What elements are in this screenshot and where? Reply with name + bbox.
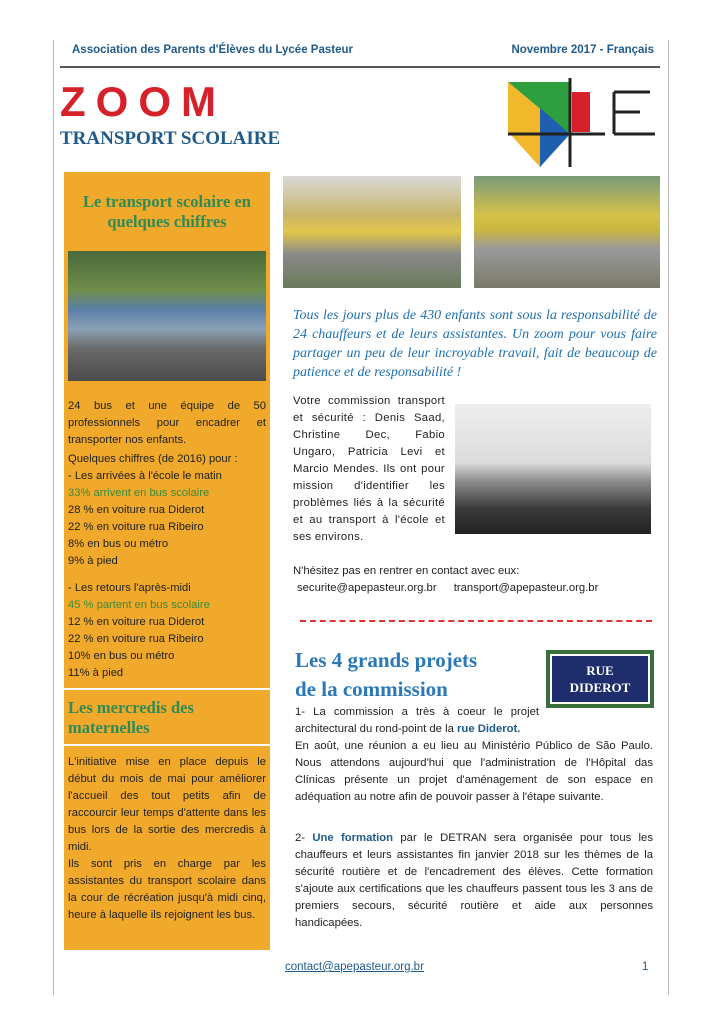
section-divider (300, 620, 652, 622)
sidebar (64, 172, 270, 950)
projets-title-line-1: Les 4 grands projets (295, 648, 478, 672)
commission-text: Votre commission transport et sécurité : Denis Saad, Christine Dec, Fabio Ungaro, Patricia Levi et Marcio Mendes. Ils ont pour mission d'identifier les problèmes liés à la sécurité et au transport à l'école et ses environs. (293, 395, 445, 543)
list-item: 11% à pied (68, 667, 124, 679)
figures-label: Quelques chiffres (de 2016) pour : (68, 453, 238, 465)
projet-2-text: par le DETRAN sera organisée pour tous les chauffeurs et leurs assistantes fin janvier 2018 sur les thèmes de la sécurité routière et de l'encadrement des élèves. Cette formation s'ajoute aux certifications que les chauffeurs passent tous les 3 ans de premiers secours, sécurité routière et aide aux personnes handicapées. (295, 832, 653, 929)
projets-title (295, 646, 477, 704)
sidebar-intro: 24 bus et une équipe de 50 professionnels pour encadrer et transporter nos enfants. (68, 400, 266, 446)
projet-1-a (295, 704, 539, 738)
list-item: 33% arrivent en bus scolaire (68, 487, 210, 499)
intro-text: Tous les jours plus de 430 enfants sont sous la responsabilité de 24 chauffeurs et de leurs assistantes. Un zoom pour vous faire partager un peu de leur incroyable travail, fait de beaucoup de patience et de responsabilité ! (293, 308, 657, 380)
email-securite[interactable]: securite@apepasteur.org.br (297, 582, 437, 594)
sidebar-divider (64, 688, 270, 690)
projet-1-b: En août, une réunion a eu lieu au Ministério Público de São Paulo. Nous attendons aujourd'hui que l'administration de l'Hôpital das Clínicas présente un projet d'aménagement de son espace en adéquation au notre afin de pouvoir passer à l'étape suivante. (295, 740, 653, 803)
list-item: - Les retours l'après-midi (68, 582, 191, 594)
list-item: 22 % en voiture rua Ribeiro (68, 521, 204, 533)
footer-email-link[interactable]: contact@apepasteur.org.br (285, 961, 424, 973)
bus-photo-2 (474, 176, 660, 288)
list-item: 45 % partent en bus scolaire (68, 599, 210, 611)
association-name: Association des Parents d'Élèves du Lycée Pasteur (72, 44, 353, 56)
projet-2 (295, 830, 653, 932)
issue-date: Novembre 2017 - Français (511, 44, 654, 56)
team-photo (68, 251, 266, 381)
commission-emails (297, 582, 612, 594)
page-subtitle: TRANSPORT SCOLAIRE (60, 128, 281, 149)
returns-list (68, 580, 266, 682)
list-item: 22 % en voiture rua Ribeiro (68, 633, 204, 645)
sidebar-divider (64, 744, 270, 746)
projet-2-num: 2- (295, 832, 306, 844)
header-rule (60, 66, 660, 68)
list-item: 10% en bus ou métro (68, 650, 175, 662)
street-sign-plate (550, 654, 650, 704)
projets-title-line-2: de la commission (295, 677, 448, 701)
left-border (53, 40, 54, 995)
projet-2-highlight: Une formation (312, 832, 394, 844)
projet-1-text: 1- La commission a très à coeur le projet architectural du rond-point de la (295, 706, 539, 735)
list-item: - Les arrivées à l'école le matin (68, 470, 222, 482)
sidebar-title-chiffres: Le transport scolaire en quelques chiffres (83, 192, 251, 231)
arrivals-list (68, 468, 266, 570)
mercredis-para-2: Ils sont pris en charge par les assistantes du transport scolaire dans la cour de récréation jusqu'à midi cinq, heure à laquelle ils rejoignent les bus. (68, 858, 266, 921)
list-item: 9% à pied (68, 555, 118, 567)
sign-line-2: DIDEROT (569, 680, 631, 695)
street-sign (546, 650, 654, 708)
sidebar-title-mercredis: Les mercredis des maternelles (68, 698, 194, 737)
page-title: ZOOM (60, 78, 226, 125)
sign-line-1: RUE (586, 663, 614, 678)
right-border (668, 40, 669, 995)
email-transport[interactable]: transport@apepasteur.org.br (453, 582, 599, 594)
commission-photo (455, 404, 651, 534)
bus-photo-1 (283, 176, 461, 288)
list-item: 28 % en voiture rua Diderot (68, 504, 205, 516)
ape-logo (500, 72, 660, 172)
mercredis-para-1: L'initiative mise en place depuis le début du mois de mai pour améliorer l'accueil des tout petits afin de raccourcir leur temps d'attente dans les bus lors de la sortie des mercredis à midi. (68, 756, 266, 853)
list-item: 12 % en voiture rua Diderot (68, 616, 205, 628)
projet-1-highlight: rue Diderot. (457, 723, 521, 735)
page-number: 1 (642, 961, 649, 973)
contact-line: N'hésitez pas en rentrer en contact avec eux: (293, 565, 520, 577)
list-item: 8% en bus ou métro (68, 538, 169, 550)
